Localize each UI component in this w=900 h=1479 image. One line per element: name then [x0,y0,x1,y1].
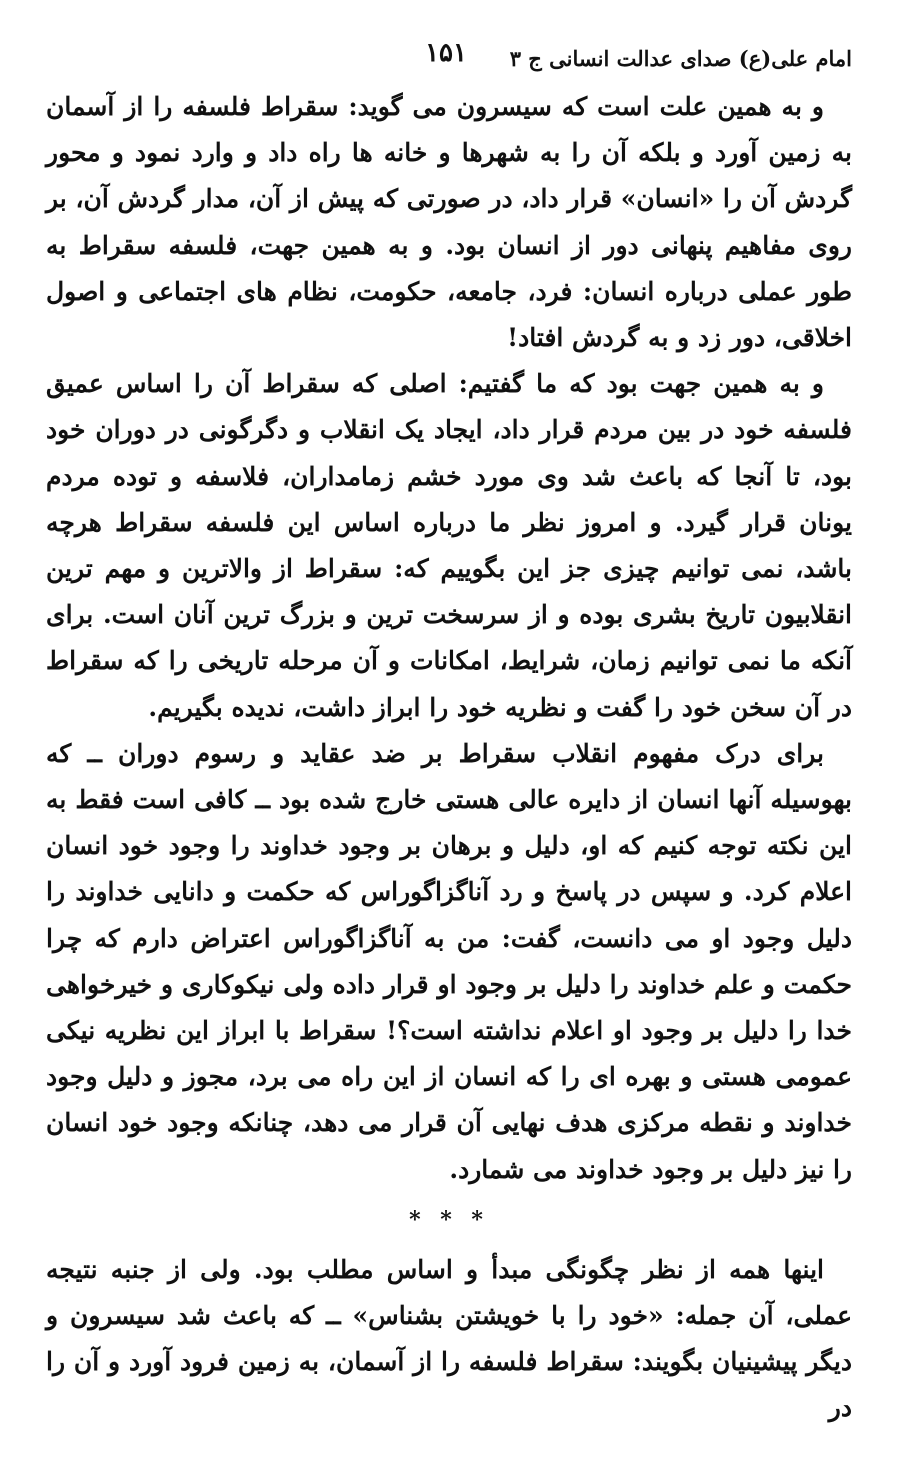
page-header [46,34,852,84]
section-separator: * * * [409,1206,489,1233]
page-number: ۱۵۱ [425,38,467,68]
paragraph-4: اینها همه از نظر چگونگی مبدأ و اساس مطلب بود. ولی از جنبه نتیجه عملی، آن جمله: «خود را با خویشتن بشناس» ــ که باعث شد سیسرون و دیگر پیشینیان بگویند: سقراط فلسفه را از آسمان، به زمین فرود آورد و آن را در [46,1254,852,1423]
body-text [46,84,852,1432]
paragraph-1: و به همین علت است که سیسرون می گوید: سقراط فلسفه را از آسمان به زمین آورد و بلکه آن را به شهرها و خانه ها راه داد و وارد نمود و محور گردش آن را «انسان» قرار داد، در صورتی که پیش از آن، مدار گردش آن، بر روی مفاهیم پنهانی دور از انسان بود. و به همین جهت، فلسفه سقراط به طور عملی درباره انسان: فرد، جامعه، حکومت، نظام های اجتماعی و اصول اخلاقی، دور زد و به گردش افتاد! [46,92,852,353]
paragraph-3: برای درک مفهوم انقلاب سقراط بر ضد عقاید و رسوم دوران ــ که بهوسیله آنها انسان از دایره عالی هستی خارج شده بود ــ کافی است فقط به این نکته توجه کنیم که او، دلیل و برهان بر وجود خداوند را وجود خود انسان اعلام کرد. و سپس در پاسخ و رد آناگزاگوراس که حکمت و دانایی خداوند را دلیل وجود او می دانست، گفت: من به آناگزاگوراس اعتراض دارم که چرا حکمت و علم خداوند را دلیل بر وجود او قرار داده ولی نیکوکاری و خیرخواهی خدا را دلیل بر وجود او اعلام نداشته است؟! سقراط با ابراز این نظریه نیکی عمومی هستی و بهره ای را که انسان از این راه می برد، مجوز و دلیل وجود خداوند و نقطه مرکزی هدف نهایی آن قرار می دهد، چنانکه وجود خود انسان را نیز دلیل بر وجود خداوند می شمارد. [46,738,852,1184]
paragraph-2: و به همین جهت بود که ما گفتیم: اصلی که سقراط آن را اساس عمیق فلسفه خود در بین مردم قرار داد، ایجاد یک انقلاب و دگرگونی در دوران خود بود، تا آنجا که باعث شد وی مورد خشم زمامداران، فلاسفه و توده مردم یونان قرار گیرد. و امروز نظر ما درباره اساس این فلسفه سقراط هرچه باشد، نمی توانیم چیزی جز این بگوییم که: سقراط از والاترین و مهم ترین انقلابیون تاریخ بشری بوده و از سرسخت ترین و بزرگ ترین آنان است. برای آنکه ما نمی توانیم زمان، شرایط، امکانات و آن مرحله تاریخی را که سقراط در آن سخن خود را گفت و نظریه خود را ابراز داشت، ندیده بگیریم. [46,369,852,722]
running-title: امام علی(ع) صدای عدالت انسانی ج ۳ [509,46,852,71]
